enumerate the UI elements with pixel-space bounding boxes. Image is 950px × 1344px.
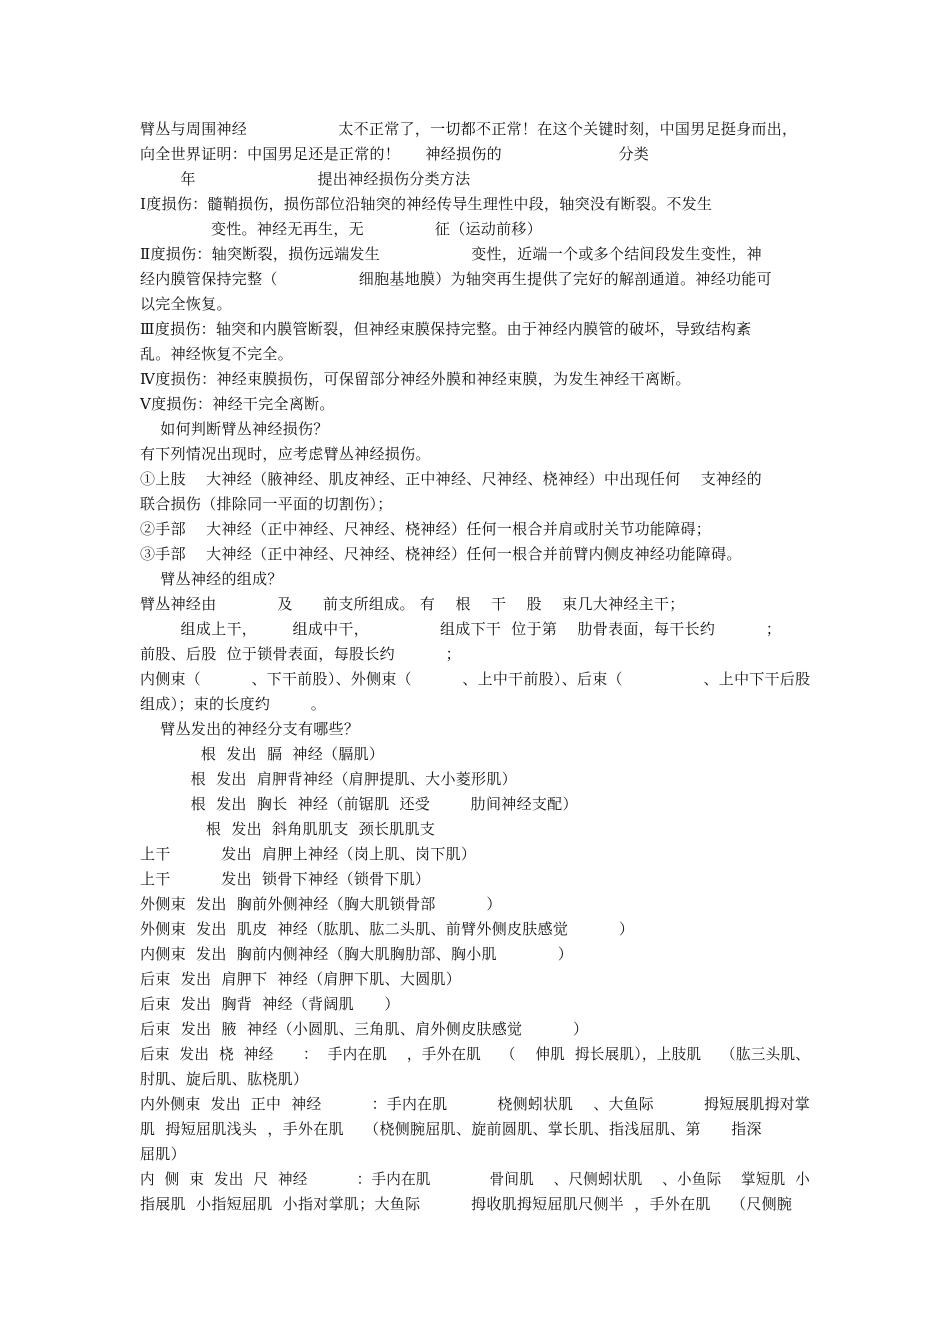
text-line: ①上肢 大神经（腋神经、肌皮神经、正中神经、尺神经、桡神经）中出现任何 支神经的 <box>140 470 762 488</box>
text-line: 内侧束 发出 胸前内侧神经（胸大肌胸肋部、胸小肌 ） <box>140 945 573 963</box>
text-line: 后束 发出 腋 神经（小圆肌、三角肌、肩外侧皮肤感觉 ） <box>140 1020 589 1038</box>
section-heading: 如何判断臂丛神经损伤？ <box>140 420 329 438</box>
text-line: 臂丛神经由 及 前支所组成。 有 根 干 股 束几大神经主干； <box>140 595 685 613</box>
text-line: 内外侧束 发出 正中 神经 ：手内在肌 桡侧蚓状肌 、大鱼际 拇短展肌拇对掌 <box>140 1095 811 1113</box>
text-line: Ⅰ度损伤：髓鞘损伤，损伤部位沿轴突的神经传导生理性中段，轴突没有断裂。不发生 <box>140 195 713 213</box>
section-heading: 臂丛发出的神经分支有哪些？ <box>140 720 360 738</box>
text-line: 外侧束 发出 肌皮 神经（肱肌、肱二头肌、前臂外侧皮肤感觉 ） <box>140 920 635 938</box>
text-line: 外侧束 发出 胸前外侧神经（胸大肌锁骨部 ） <box>140 895 502 913</box>
text-line: 臂丛与周围神经 太不正常了，一切都不正常！在这个关键时刻，中国男足挺身而出， <box>140 120 798 138</box>
text-line: 肌 拇短屈肌浅头 ，手外在肌 （桡侧腕屈肌、旋前圆肌、掌长肌、指浅屈肌、第 指深 <box>140 1120 762 1138</box>
text-line: 指展肌 小指短屈肌 小指对掌肌；大鱼际 拇收肌拇短屈肌尺侧半 ，手外在肌 （尺侧腕 <box>140 1195 793 1213</box>
text-line: 根 发出 膈 神经（膈肌） <box>140 745 385 763</box>
text-line: 肘肌、旋后肌、肱桡肌） <box>140 1070 309 1088</box>
text-line: 乱。神经恢复不完全。 <box>140 345 294 363</box>
section-heading: 臂丛神经的组成？ <box>140 570 283 588</box>
text-line: 上干 发出 锁骨下神经（锁骨下肌） <box>140 870 431 888</box>
text-line: 内侧束（ 、下干前股）、外侧束（ 、上中干前股）、后束（ 、上中下干后股 <box>140 670 811 688</box>
text-line: 后束 发出 肩胛下 神经（肩胛下肌、大圆肌） <box>140 970 462 988</box>
text-line: 经内膜管保持完整（ 细胞基地膜）为轴突再生提供了完好的解剖通道。神经功能可 <box>140 270 772 288</box>
text-line: 根 发出 肩胛背神经（肩胛提肌、大小菱形肌） <box>140 770 517 788</box>
text-line: 上干 发出 肩胛上神经（岗上肌、岗下肌） <box>140 845 477 863</box>
text-line: 联合损伤（排除同一平面的切割伤）； <box>140 495 393 513</box>
text-line: Ⅱ度损伤：轴突断裂，损伤远端发生 变性，近端一个或多个结间段发生变性，神 <box>140 245 762 263</box>
text-line: 组成上干， 组成中干， 组成下干 位于第 肋骨表面，每干长约 ； <box>140 620 782 638</box>
text-line: 前股、后股 位于锁骨表面，每股长约 ； <box>140 645 461 663</box>
text-line: 向全世界证明：中国男足还是正常的！ 神经损伤的 分类 <box>140 145 650 163</box>
text-line: 变性。神经无再生，无 征（运动前移） <box>140 220 543 238</box>
text-line: 有下列情况出现时，应考虑臂丛神经损伤。 <box>140 445 431 463</box>
text-line: Ⅲ度损伤：轴突和内膜管断裂，但神经束膜保持完整。由于神经内膜管的破坏，导致结构紊 <box>140 320 752 338</box>
text-line: 根 发出 胸长 神经（前锯肌 还受 肋间神经支配） <box>140 795 578 813</box>
text-line: Ⅴ度损伤：神经干完全离断。 <box>140 395 335 413</box>
text-line: 后束 发出 胸背 神经（背阔肌 ） <box>140 995 400 1013</box>
text-line: 后束 发出 桡 神经 ： 手内在肌 ，手外在肌 （ 伸肌 拇长展肌），上肢肌 （肱三头肌、 <box>140 1045 811 1063</box>
text-line: 内 侧 束 发出 尺 神经 ：手内在肌 骨间肌 、尺侧蚓状肌 、小鱼际 掌短肌 小 <box>140 1170 811 1188</box>
text-line: 以完全恢复。 <box>140 295 232 313</box>
text-line: 年 提出神经损伤分类方法 <box>140 170 471 188</box>
text-line: 组成）；束的长度约 。 <box>140 695 327 713</box>
text-line: ③手部 大神经（正中神经、尺神经、桡神经）任何一根合并前臂内侧皮神经功能障碍。 <box>140 545 742 563</box>
text-line: ②手部 大神经（正中神经、尺神经、桡神经）任何一根合并肩或肘关节功能障碍； <box>140 520 712 538</box>
text-line: Ⅳ度损伤：神经束膜损伤，可保留部分神经外膜和神经束膜，为发生神经干离断。 <box>140 370 691 388</box>
text-line: 根 发出 斜角肌肌支 颈长肌肌支 <box>140 820 436 838</box>
text-line: 屈肌） <box>140 1145 186 1163</box>
